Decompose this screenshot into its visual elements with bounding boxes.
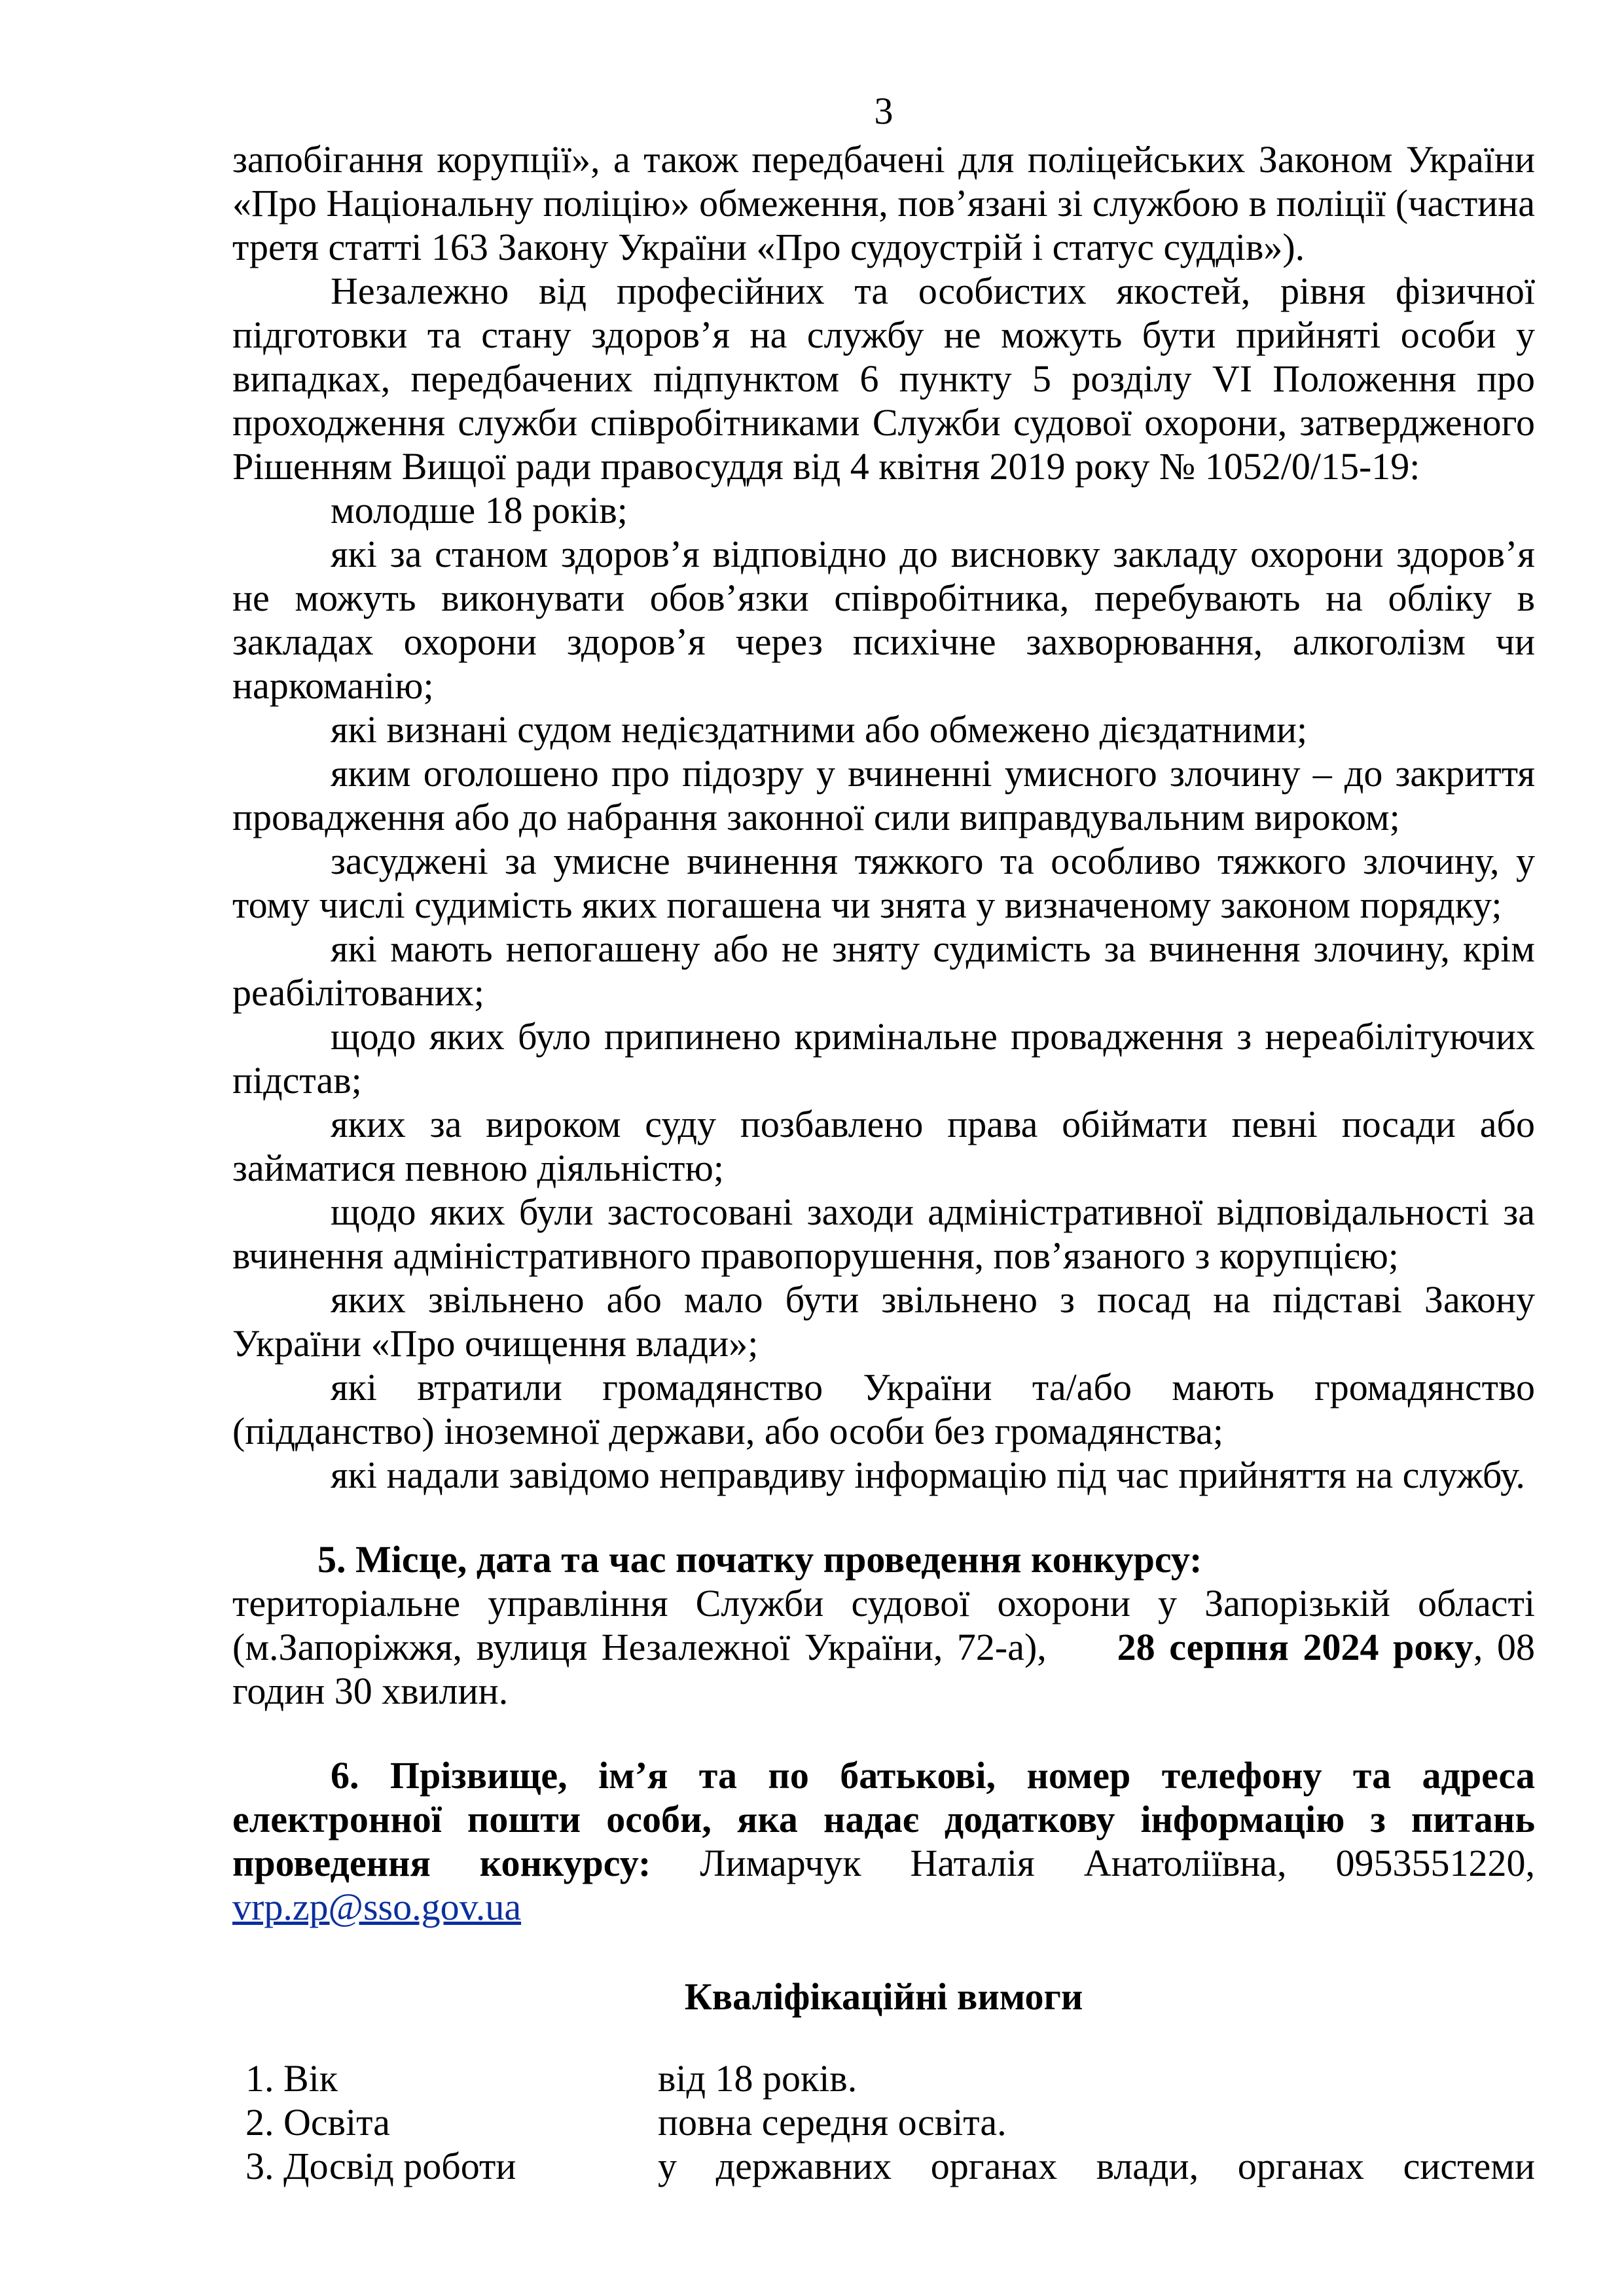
restriction-item: яких звільнено або мало бути звільнено з посад на підставі Закону України «Про очищення влади»;: [232, 1278, 1535, 1365]
restriction-item: які визнані судом недієздатними або обмежено дієздатними;: [331, 708, 1308, 751]
qualifications-title: Кваліфікаційні вимоги: [684, 1975, 1083, 2018]
section-contact: [232, 1753, 1535, 1929]
intro-paragraph: запобігання корупції», а також передбачені для поліцейських Законом України «Про Національну поліцію» обмеження, пов’язані зі службою в поліції (частина третя статті 163 Закону України «Про судоустрій і статус суддів»).: [232, 138, 1535, 268]
restriction-item: які надали завідомо неправдиву інформацію під час прийняття на службу.: [331, 1454, 1525, 1496]
restriction-item: які за станом здоров’я відповідно до висновку закладу охорони здоров’я не можуть виконувати обов’язки співробітника, перебувають на обліку в закладах охорони здоров’я через психічне захворювання, алкоголізм чи наркоманію;: [232, 533, 1535, 707]
restriction-item: молодше 18 років;: [331, 489, 628, 531]
qualification-value: у державних органах влади, органах системи: [658, 2145, 1535, 2187]
document-page: [232, 85, 1535, 2188]
restriction-item: щодо яких були застосовані заходи адміністративної відповідальності за вчинення адміністративного правопорушення, пов’язаного з корупцією;: [232, 1191, 1535, 1277]
section-heading: 5. Місце, дата та час початку проведення конкурсу:: [317, 1538, 1202, 1581]
contact-person: Лимарчук Наталія Анатоліївна, 0953551220,: [651, 1842, 1535, 1884]
restriction-item: яких за вироком суду позбавлено права обіймати певні посади або займатися певною діяльністю;: [232, 1103, 1535, 1189]
restriction-item: яким оголошено про підозру у вчиненні умисного злочину – до закриття провадження або до набрання законної сили виправдувальним вироком;: [232, 752, 1535, 838]
restriction-item: щодо яких було припинено кримінальне провадження з нереабілітуючих підстав;: [232, 1015, 1535, 1102]
restriction-item: які втратили громадянство України та/або мають громадянство (підданство) іноземної держави, або особи без громадянства;: [232, 1366, 1535, 1452]
contest-place-text: [232, 1581, 1535, 1713]
table-row: [245, 2100, 1535, 2144]
restriction-item: які мають непогашену або не зняту судимість за вчинення злочину, крім реабілітованих;: [232, 927, 1535, 1014]
contact-email-link[interactable]: vrp.zp@sso.gov.ua: [232, 1886, 522, 1928]
intro-paragraph: Незалежно від професійних та особистих якостей, рівня фізичної підготовки та стану здоров’я на службу не можуть бути прийняті особи у випадках, передбачених підпунктом 6 пункту 5 розділу VI Положення про проходження служби співробітниками Служби судової охорони, затвердженого Рішенням Вищої ради правосуддя від 4 квітня 2019 року № 1052/0/15-19:: [232, 270, 1535, 488]
qualification-label: 1. Вік: [245, 2057, 338, 2100]
qualifications-table: [245, 2056, 1535, 2188]
contest-date: 28 серпня 2024 року: [1117, 1626, 1473, 1668]
restriction-item: засуджені за умисне вчинення тяжкого та особливо тяжкого злочину, у тому числі судимість яких погашена чи знята у визначеному законом порядку;: [232, 840, 1535, 926]
page-number: 3: [874, 90, 893, 132]
qualification-label: 2. Освіта: [245, 2101, 390, 2144]
section-heading: 6. Прізвище, ім’я та по батькові, номер телефону та адреса електронної пошти особи, яка надає додаткову інформацію з питань проведення конкурсу:: [232, 1754, 1535, 1884]
contest-time: , 08 годин 30 хвилин.: [232, 1626, 1535, 1712]
contest-address: територіальне управління Служби судової охорони у Запорізькій області (м.Запоріжжя, вулиця Незалежної України, 72-а),: [232, 1582, 1535, 1668]
qualification-label: 3. Досвід роботи: [245, 2145, 516, 2187]
section-contest-place: [232, 1537, 1535, 1713]
contact-paragraph: [232, 1753, 1535, 1929]
table-row: [245, 2056, 1535, 2100]
table-row: [245, 2144, 1535, 2188]
qualification-value: від 18 років.: [658, 2057, 857, 2100]
qualification-value: повна середня освіта.: [658, 2101, 1007, 2144]
